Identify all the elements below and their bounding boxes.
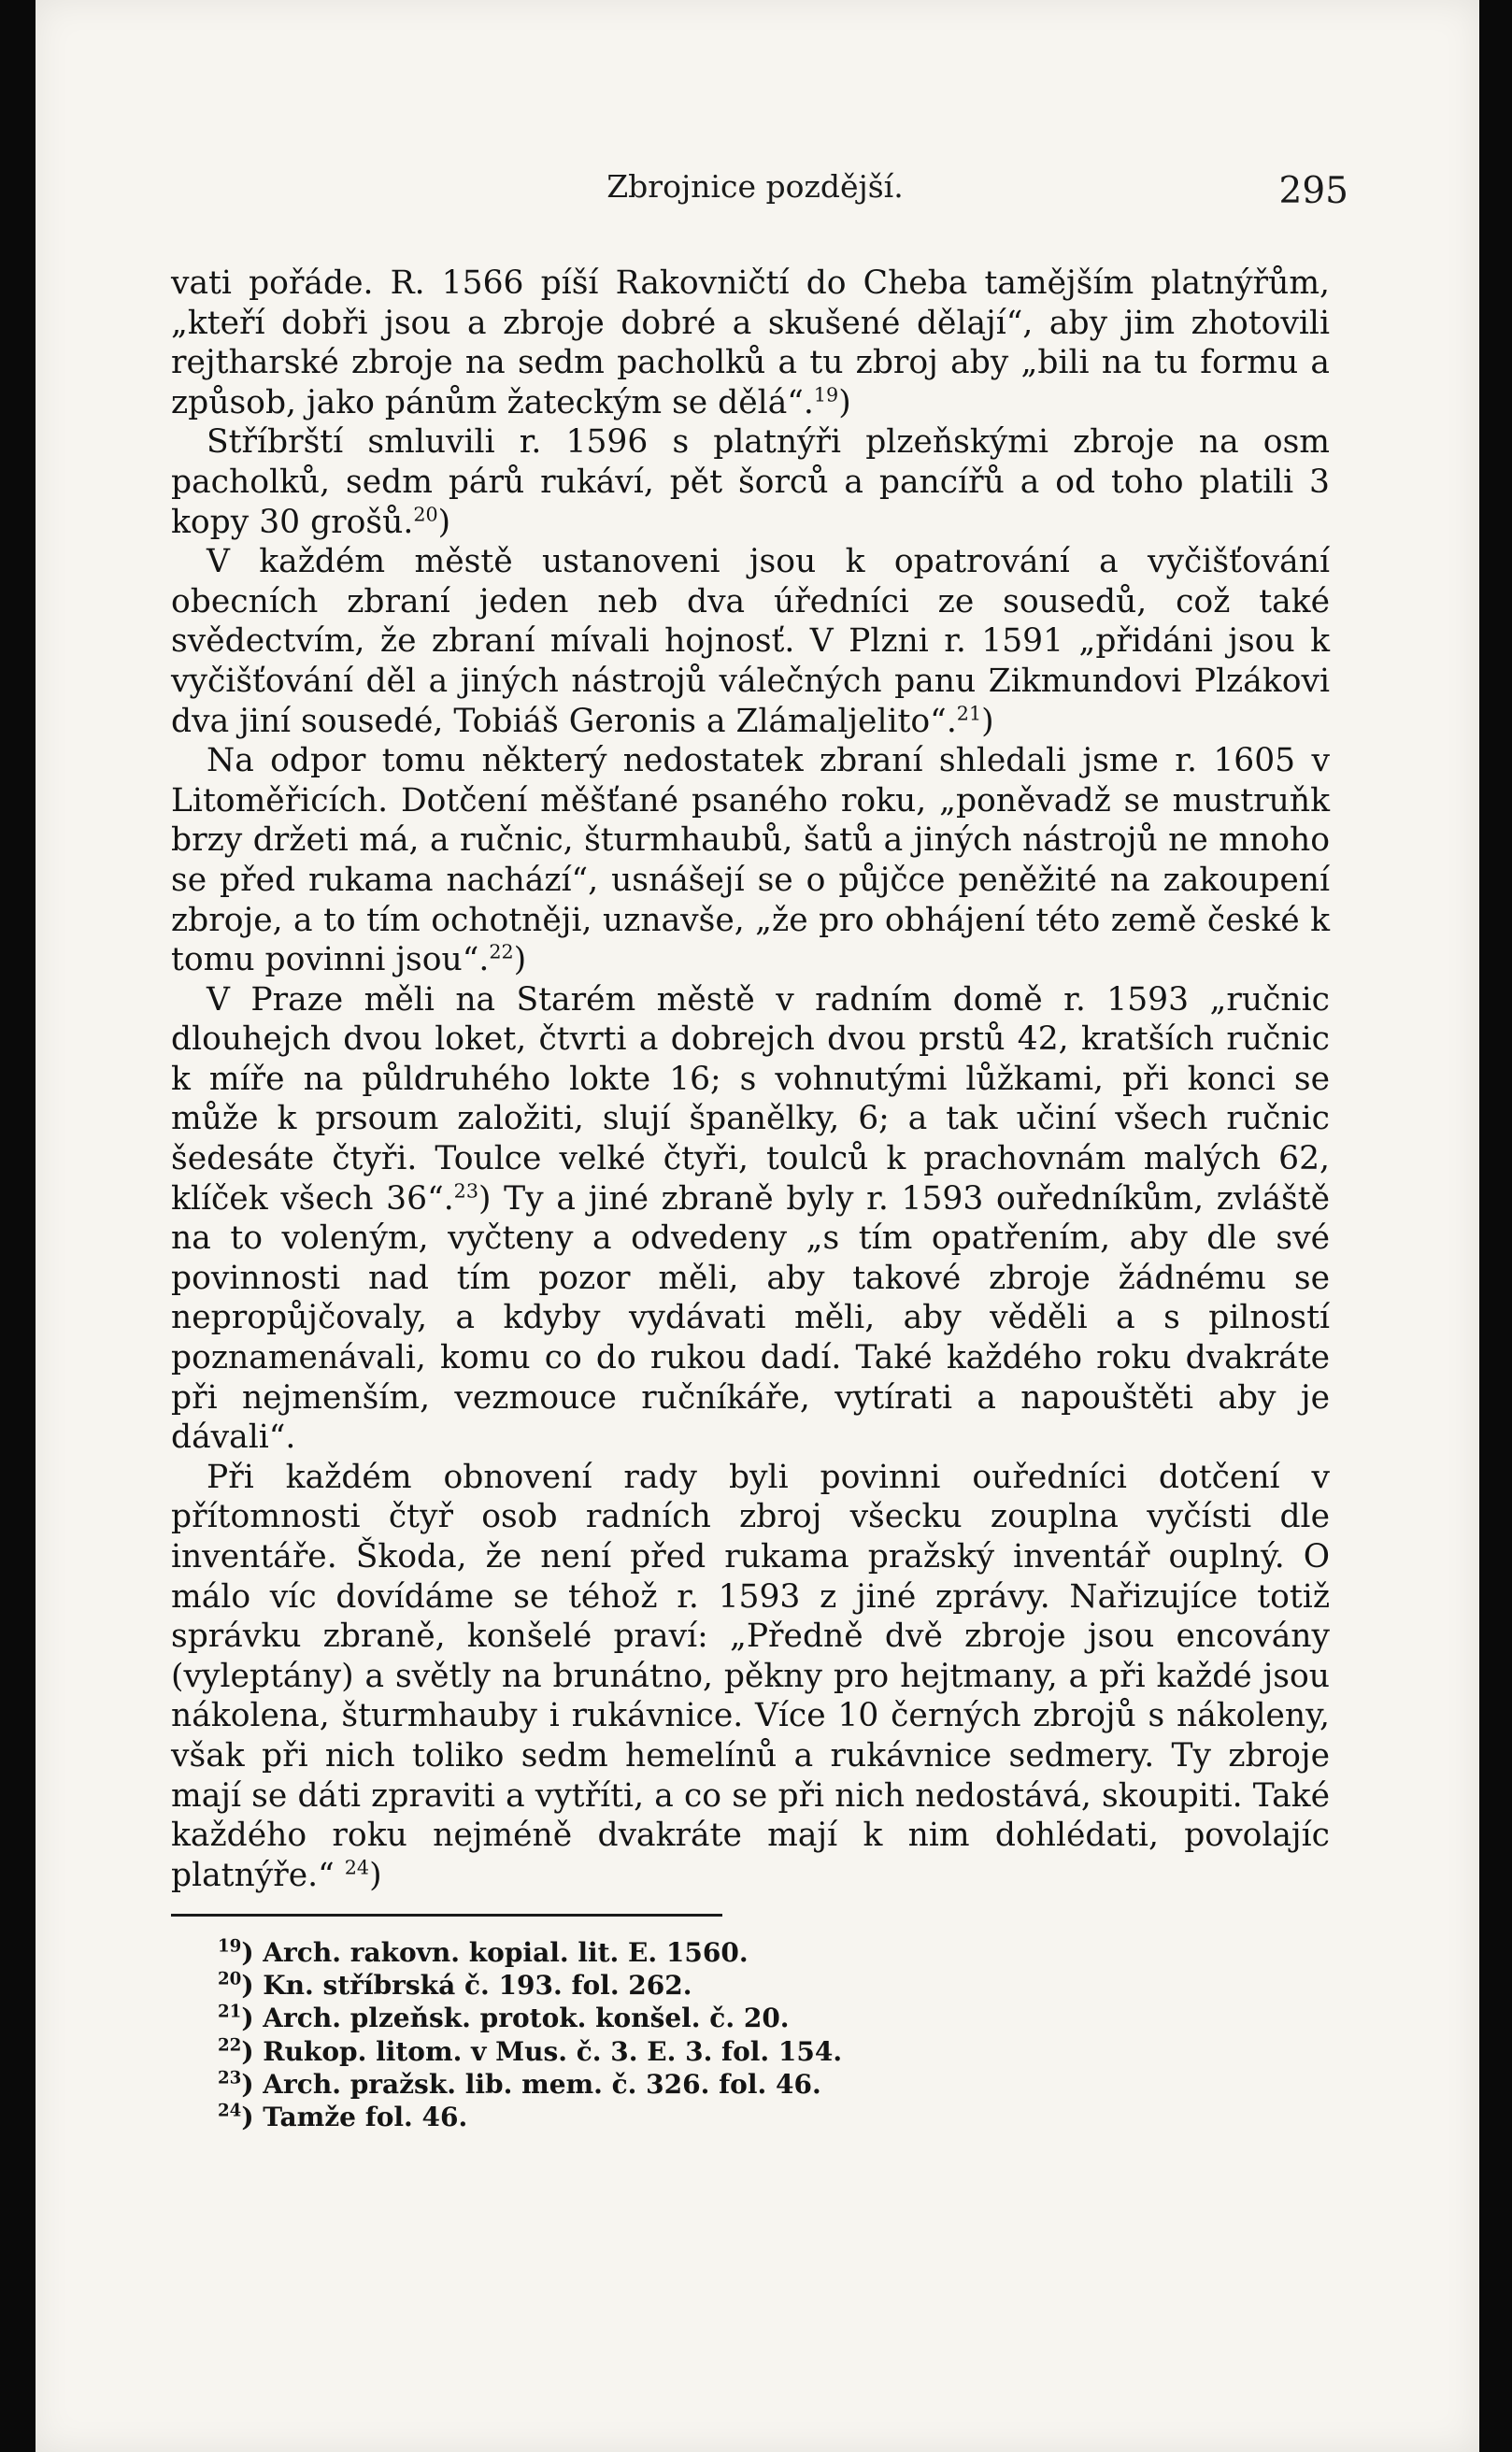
footnotes — [218, 1936, 1059, 2133]
footnote-number: 24 — [218, 2101, 242, 2121]
footnote-ref: 23 — [453, 1179, 478, 1203]
paragraph — [171, 741, 1330, 980]
footnote — [218, 2002, 1059, 2034]
footnote-ref: 20 — [413, 503, 438, 526]
paragraph-text: ) — [437, 503, 451, 541]
paragraph-text: Při každém obnovení rady byli povinni ouředníci dotčení v přítomnosti čtyř osob radních zbroj všecku zouplna vyčísti dle inventáře. Škoda, že není před rukama pražský inventář ouplný. O málo víc dovídáme se téhož r. 1593 z jiné zprávy. Nařizujíce totiž správku zbraně, konšelé praví: „Předně dvě zbroje jsou encovány (vyleptány) a světly na brunátno, pěkny pro hejtmany, a při každé jsou nákolena, šturmhauby i rukávnice. Více 10 černých zbrojů s nákoleny, však při nich toliko sedm hemelínů a rukávnice sedmery. Ty zbroje mají se dáti zpraviti a vytříti, a co se při nich nedostává, skoupiti. Také každého roku nejméně dvakráte mají k nim dohlédati, povolajíc platnýře.“ — [171, 1458, 1330, 1894]
page-header — [171, 161, 1348, 217]
footnote-text: ) Kn. stříbrská č. 193. fol. 262. — [241, 1970, 692, 2002]
paragraph-text: ) Ty a jiné zbraně byly r. 1593 ouředníkům, zvláště na to voleným, vyčteny a odvedeny „s tím opatřením, aby dle své povinnosti nad tím pozor měli, aby takové zbroje žádnému se nepropůjčovaly, a kdyby vydávati měli, aby věděli a s pilností poznamenávali, komu co do rukou dadí. Také každého roku dvakráte při nejmenším, vezmouce ručníkáře, vytírati a napouštěti aby je dávali“. — [171, 1179, 1330, 1457]
paragraph — [171, 980, 1330, 1458]
paragraph-text: V Praze měli na Starém městě v radním domě r. 1593 „ručnic dlouhejch dvou loket, čtvrti a dobrejch dvou prstů 42, kratších ručnic k míře na půldruhého lokte 16; s vohnutými lůžkami, při konci se může k prsoum založiti, slují španělky, 6; a tak učiní všech ručnic šedesáte čtyři. Toulce velké čtyři, toulců k prachovnám malých 62, klíček všech 36“. — [171, 980, 1330, 1218]
book-page — [36, 0, 1479, 2452]
footnote-ref: 22 — [489, 940, 514, 963]
footnote-text: ) Arch. plzeňsk. protok. konšel. č. 20. — [241, 2003, 790, 2034]
footnote-number: 22 — [218, 2035, 242, 2056]
paragraph-text: Stříbrští smluvili r. 1596 s platnýři plzeňskými zbroje na osm pacholků, sedm párů rukáví, pět šorců a pancířů a od toho platili 3 kopy 30 grošů. — [171, 423, 1330, 541]
paragraph-text: vati pořáde. R. 1566 píší Rakovničtí do Cheba tamějším platnýřům, „kteří dobři jsou a zbroje dobré a skušené dělají“, aby jim zhotovili rejtharské zbroje na sedm pacholků a tu zbroj aby „bili na tu formu a způsob, jako pánům žateckým se dělá“. — [171, 264, 1330, 421]
paragraph-text: ) — [981, 702, 994, 740]
footnote-ref: 24 — [344, 1856, 370, 1879]
footnote-number: 20 — [218, 1969, 242, 1989]
footnote-text: ) Rukop. litom. v Mus. č. 3. E. 3. fol. 154. — [241, 2035, 843, 2067]
footnote — [218, 1969, 1059, 2002]
page-number: 295 — [1278, 170, 1348, 212]
footnote-text: ) Arch. pražsk. lib. mem. č. 326. fol. 46. — [241, 2068, 821, 2100]
paragraph-text: ) — [369, 1856, 382, 1894]
footnote-number: 19 — [218, 1936, 242, 1957]
footnote-ref: 19 — [813, 383, 839, 406]
footnote-text: ) Tamže fol. 46. — [241, 2102, 468, 2133]
footnote-rule — [171, 1914, 722, 1917]
body-text — [171, 264, 1330, 1895]
footnote-number: 23 — [218, 2068, 242, 2088]
footnote — [218, 2035, 1059, 2068]
footnote — [218, 2101, 1059, 2133]
footnote-text: ) Arch. rakovn. kopial. lit. E. 1560. — [241, 1937, 749, 1968]
footnote-ref: 21 — [956, 702, 982, 725]
paragraph-text: V každém městě ustanoveni jsou k opatrování a vyčišťování obecních zbraní jeden neb dva úředníci ze sousedů, což také svědectvím, že zbraní mívali hojnosť. V Plzni r. 1591 „přidáni jsou k vyčišťování děl a jiných nástrojů válečných panu Zikmundovi Plzákovi dva jiní sousedé, Tobiáš Geronis a Zlámaljelito“. — [171, 543, 1330, 740]
paragraph — [171, 422, 1330, 542]
footnote — [218, 1936, 1059, 1969]
paragraph — [171, 264, 1330, 422]
paragraph-text: Na odpor tomu některý nedostatek zbraní shledali jsme r. 1605 v Litoměřicích. Dotčení měšťané psaného roku, „poněvadž se mustruňk brzy držeti má, a ručnic, šturmhaubů, šatů a jiných nástrojů ne mnoho se před rukama nachází“, usnášejí se o půjčce peněžité na zakoupení zbroje, a to tím ochotněji, uznavše, „že pro obhájení této země české k tomu povinni jsou“. — [171, 742, 1330, 979]
paragraph-text: ) — [513, 941, 527, 979]
paragraph — [171, 1458, 1330, 1896]
running-title: Zbrojnice pozdější. — [606, 168, 904, 205]
paragraph-text: ) — [838, 383, 851, 421]
paragraph — [171, 542, 1330, 741]
footnote — [218, 2068, 1059, 2101]
footnote-number: 21 — [218, 2003, 242, 2023]
